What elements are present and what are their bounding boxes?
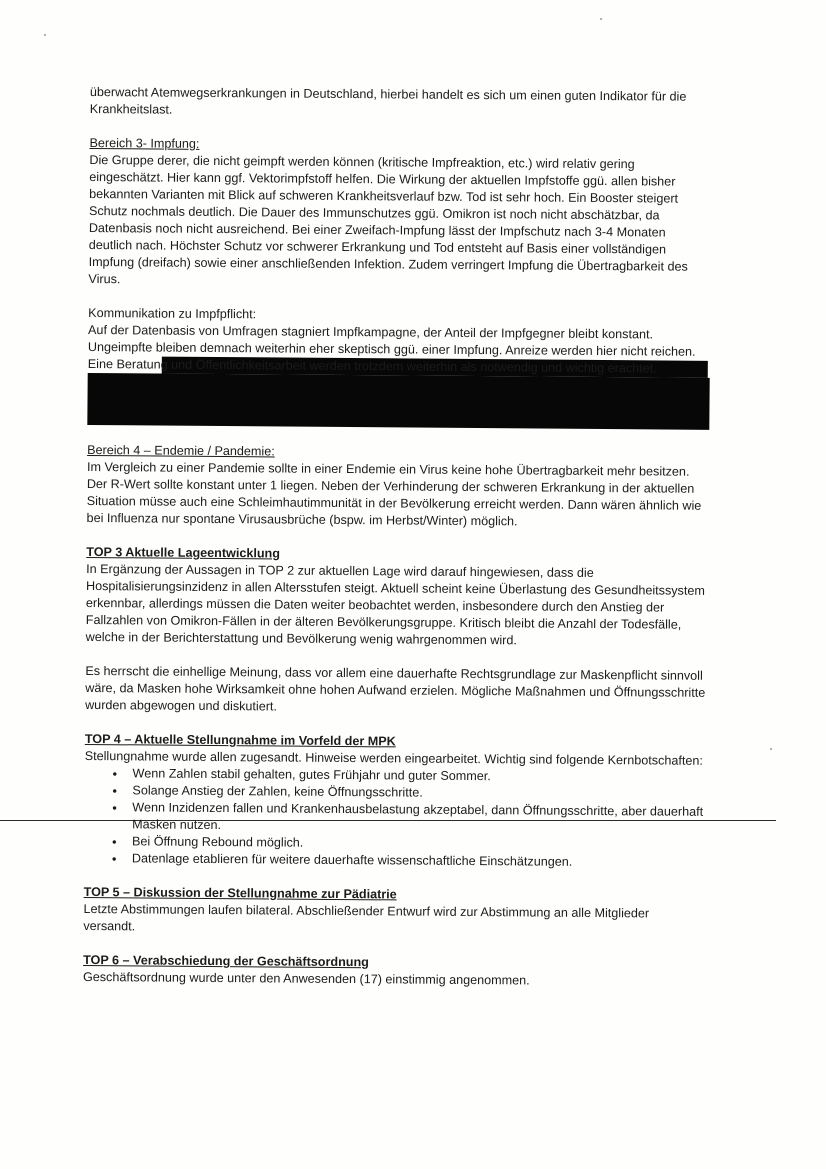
intro-paragraph: überwacht Atemwegserkrankungen in Deutschland, hierbei handelt es sich um einen guten Indikator für die Krankheitslast.: [89, 84, 687, 117]
section-heading: TOP 3 Aktuelle Lageentwicklung: [86, 544, 280, 561]
section-heading: Bereich 3- Impfung:: [89, 135, 200, 151]
scan-speck: [770, 748, 772, 750]
list-item: • Datenlage etablieren für weitere dauerhafte wissenschaftliche Einschätzungen.: [112, 850, 704, 872]
section-heading: TOP 4 – Aktuelle Stellungnahme im Vorfeld der MPK: [84, 731, 396, 749]
section-body-2: Es herrscht die einhellige Meinung, dass vor allem eine dauerhafte Rechtsgrundlage zur Maskenpflicht sinnvoll wäre, da Masken hohe Wirksamkeit ohne hohen Aufwand erzielen. Mögliche Maßnahmen und Öffnungsschritte wurden abgewogen und diskutiert.: [85, 663, 706, 714]
list-item: • Wenn Inzidenzen fallen und Krankenhausbelastung akzeptabel, dann Öffnungsschritte, aber dauerhaft Masken nutzen.: [112, 799, 704, 838]
redaction-block: [87, 373, 709, 430]
section-body: In Ergänzung der Aussagen in TOP 2 zur aktuellen Lage wird darauf hingewiesen, dass die Hospitalisierungsinzidenz in allen Altersstufen steigt. Aktuell scheint keine Überlastung des Gesundheitssystem erkennbar, allerdings müssen die Daten weiter beobachtet werden, insbesondere durch den Anstieg der Fallzahlen von Omikron-Fällen in der älteren Bevölkerungsgruppe. Kritisch bleibt die Anzahl der Todesfälle, welche in der Berichterstattung und Bevölkerung wenig wahrgenommen wird.: [85, 561, 705, 648]
section-body: Geschäftsordnung wurde unter den Anwesenden (17) einstimmig angenommen.: [82, 969, 530, 988]
scan-speck: [600, 18, 602, 20]
section-heading: Kommunikation zu Impfpflicht:: [88, 305, 257, 322]
list-item: • Solange Anstieg der Zahlen, keine Öffnungsschritte.: [112, 782, 704, 804]
section-top-4: [84, 731, 705, 872]
section-heading: TOP 6 – Verabschiedung der Geschäftsordnung: [83, 952, 369, 970]
list-item: • Wenn Zahlen stabil gehalten, gutes Frühjahr und guter Sommer.: [113, 765, 705, 787]
section-body: Letzte Abstimmungen laufen bilateral. Abschließender Entwurf wird zur Abstimmung an alle Mitglieder versandt.: [83, 901, 650, 934]
scan-speck: [44, 34, 46, 36]
section-top-5: [83, 884, 703, 940]
section-bereich-4: [87, 442, 708, 532]
section-top-6: [83, 952, 703, 991]
section-heading: TOP 5 – Diskussion der Stellungnahme zur Pädiatrie: [83, 884, 397, 902]
section-kommunikation: [87, 305, 708, 430]
section-body: Auf der Datenbasis von Umfragen stagniert Impfkampagne, der Anteil der Impfgegner bleibt konstant. Ungeimpfte bleiben demnach weiterhin eher skeptisch ggü. einer Impfung. Anreize werden hier nicht reichen. Eine Beratung und Öffentlichkeitsarbeit werden trotzdem weiterhin als notwendig und wichtig erachtet.: [87, 322, 696, 376]
section-body: Im Vergleich zu einer Pandemie sollte in einer Endemie ein Virus keine hohe Übertragbarkeit mehr besitzen. Der R-Wert sollte konstant unter 1 liegen. Neben der Verhinderung der schweren Erkrankung in der aktuellen Situation müsse auch eine Schleimhautimmunität in der Bevölkerung erreicht werden. Dann wären ähnlich wie bei Influenza nur spontane Virusausbrüche (bspw. im Herbst/Winter) möglich.: [86, 459, 702, 529]
section-bereich-3: [88, 135, 709, 293]
list-item: • Bei Öffnung Rebound möglich.: [112, 833, 704, 855]
section-top-3: [85, 544, 706, 719]
section-body: Stellungnahme wurde allen zugesandt. Hinweise werden eingearbeitet. Wichtig sind folgende Kernbotschaften:: [84, 748, 703, 768]
section-body: Die Gruppe derer, die nicht geimpft werden können (kritische Impfreaktion, etc.) wird relativ gering eingeschätzt. Hier kann ggf. Vektorimpfstoff helfen. Die Wirkung der aktuellen Impfstoffe ggü. allen bisher bekannten Varianten mit Blick auf schweren Krankheitsverlauf bzw. Tod ist sehr hoch. Ein Booster steigert Schutz nochmals deutlich. Die Dauer des Immunschutzes ggü. Omikron ist noch nicht abschätzbar, da Datenbasis noch nicht ausreichend. Bei einer Zweifach-Impfung lässt der Impfschutz nach 3-4 Monaten deutlich nach. Höchster Schutz vor schwerer Erkrankung und Tod entsteht auf Basis einer vollständigen Impfung (dreifach) sowie einer anschließenden Infektion. Zudem verringert Impfung die Übertragbarkeit des Virus.: [88, 152, 688, 287]
bullet-list: [84, 765, 705, 872]
document-body: [83, 84, 710, 991]
section-heading: Bereich 4 – Endemie / Pandemie:: [87, 442, 275, 459]
